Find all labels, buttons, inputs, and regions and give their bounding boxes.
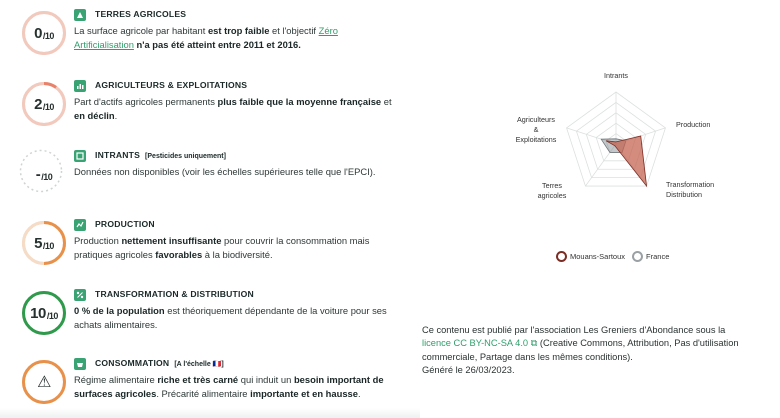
indicator-description: La surface agricole par habitant est trop faible et l'objectif Zéro Artificialisation n'a pas été atteint entre 2011 et 2016.: [74, 25, 338, 50]
legend-mouans-label[interactable]: Mouans-Sartoux: [570, 252, 626, 261]
drop-icon: [74, 150, 86, 162]
indicator-terres-agricoles: [22, 9, 392, 69]
indicator-tag: [Pesticides uniquement]: [145, 153, 226, 160]
score-badge: [22, 291, 66, 335]
indicator-description: 0 % de la population est théoriquement dépendante de la voiture pour ses achats alimentaires.: [74, 305, 387, 330]
score-denominator: /10: [42, 240, 54, 251]
zero-artificialisation-link[interactable]: Zéro Artificialisation: [74, 25, 338, 50]
indicator-title: CONSOMMATION [A l'échelle 🇫🇷]: [95, 358, 224, 368]
basket-icon: [74, 358, 86, 370]
score-badge: [22, 82, 66, 126]
score-badge: [22, 11, 66, 55]
legend-france-label[interactable]: France: [646, 252, 670, 261]
score-value: 2: [34, 95, 42, 113]
score-denominator: /10: [42, 101, 54, 112]
indicator-intrants: [22, 150, 392, 210]
score-denominator: /10: [41, 171, 53, 182]
score-value: 0: [34, 24, 42, 42]
legend-mouans-marker[interactable]: [556, 251, 567, 262]
percent-icon: [74, 289, 86, 301]
bottom-fade: [0, 408, 420, 418]
warning-icon: ⚠: [37, 374, 51, 391]
indicator-description: Données non disponibles (voir les échelles supérieures telle que l'EPCI).: [74, 166, 376, 177]
indicator-description: Part d'actifs agricoles permanents plus faible que la moyenne française et en déclin.: [74, 96, 392, 121]
radar-axis-label: Terres agricoles: [537, 181, 567, 200]
score-badge: [22, 221, 66, 265]
chart-legend: [556, 251, 669, 262]
indicator-production: [22, 219, 392, 279]
radar-axis-label: Intrants: [604, 71, 628, 80]
score-badge: [22, 152, 66, 196]
score-badge: [22, 360, 66, 404]
indicator-transformation: [22, 289, 392, 349]
generated-date: Généré le 26/03/2023.: [422, 365, 515, 376]
indicator-agriculteurs: [22, 80, 392, 140]
radar-axis-label: Agriculteurs & Exploitations: [515, 115, 557, 144]
license-notice: Ce contenu est publié par l'association Les Greniers d'Abondance sous la licence CC BY-NC-SA 4.0 ⧉ (Creative Commons, Attribution, Pas d'utilisation commerciale, Partage dans les mêmes conditions). Généré le 26/03/2023.: [422, 325, 739, 376]
score-value: -: [35, 165, 41, 183]
production-icon: [74, 219, 86, 231]
indicator-title: INTRANTS [Pesticides uniquement]: [95, 150, 226, 160]
field-icon: [74, 9, 86, 21]
license-link[interactable]: licence CC BY-NC-SA 4.0 ⧉: [422, 338, 538, 349]
score-value: 5: [34, 234, 42, 252]
indicator-title: TRANSFORMATION & DISTRIBUTION: [95, 289, 254, 299]
indicator-description: Production nettement insuffisante pour couvrir la consommation mais pratiques agricoles favorables à la biodiversité.: [74, 235, 370, 260]
indicator-title: AGRICULTEURS & EXPLOITATIONS: [95, 80, 248, 90]
score-value: 10: [30, 304, 46, 322]
indicator-title: TERRES AGRICOLES: [95, 9, 187, 19]
indicator-tag: [A l'échelle 🇫🇷]: [174, 361, 224, 368]
radar-axis-label: Transformation Distribution: [666, 180, 715, 199]
legend-france-marker[interactable]: [632, 251, 643, 262]
score-denominator: /10: [46, 310, 58, 321]
indicator-title: PRODUCTION: [95, 219, 155, 229]
radar-chart: [494, 60, 724, 220]
chart-icon: [74, 80, 86, 92]
radar-axis-label: Production: [676, 120, 711, 129]
indicator-description: Régime alimentaire riche et très carné qui induit un besoin important de surfaces agricoles. Précarité alimentaire importante et en hausse.: [74, 374, 384, 399]
score-denominator: /10: [42, 30, 54, 41]
